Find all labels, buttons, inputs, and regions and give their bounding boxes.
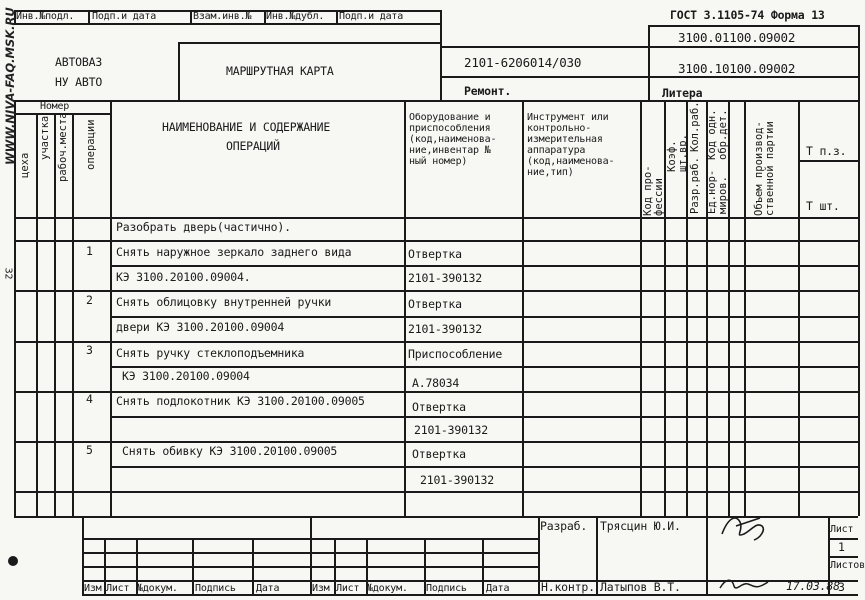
operation-2-line-1: двери КЭ 3100.20100.09004 — [116, 320, 285, 334]
operation-2-equip-0: Отвертка — [408, 297, 462, 311]
top-strip-inv-podl: Инв.№подл. — [16, 11, 75, 22]
list-label: Лист — [830, 524, 854, 535]
part-number: 2101-6206014/030 — [464, 55, 582, 70]
footer-change-list-2: Лист — [336, 583, 360, 594]
operation-5-equip-1: 2101-390132 — [420, 473, 494, 487]
col-ceha: цеха — [19, 152, 31, 178]
col-t-sht: Т шт. — [806, 199, 840, 213]
operation-3-equip-0: Приспособление — [408, 347, 503, 361]
card-title: МАРШРУТНАЯ КАРТА — [226, 64, 334, 78]
col-kod-professii: Код про- фессии — [642, 165, 665, 216]
operation-3-line-0: Снять ручку стеклоподъемника — [116, 346, 305, 360]
top-strip-inv-dubl: Инв.№дубл. — [266, 11, 325, 22]
footer-change-list-1: Лист — [106, 583, 130, 594]
org-line-2: НУ АВТО — [55, 75, 103, 89]
operation-1-line-1: КЭ 3100.20100.09004. — [116, 270, 251, 284]
developed-label: Разраб. — [540, 519, 588, 533]
col-equipment: Оборудование и приспособления (код,наименова- ние,инвентар № ный номер) — [409, 112, 497, 167]
standard-form: ГОСТ 3.1105-74 Форма 13 — [670, 8, 825, 22]
footer-change-dokum-1: №докум. — [137, 583, 178, 594]
operation-0-line-0: Разобрать дверь(частично). — [116, 220, 291, 234]
operation-1-line-0: Снять наружное зеркало заднего вида — [116, 245, 352, 259]
page-side-number: 32 — [2, 267, 14, 280]
control-name: Латыпов В.Т. — [600, 580, 681, 594]
control-label: Н.контр. — [541, 580, 595, 594]
operation-1-equip-1: 2101-390132 — [408, 271, 482, 285]
footer-change-dokum-2: №докум. — [367, 583, 408, 594]
operation-4-equip-0: Отвертка — [412, 400, 466, 414]
developer-signature-icon — [716, 508, 776, 548]
col-kol-rab: Кол.раб. — [689, 101, 701, 152]
list-value: 1 — [838, 540, 845, 554]
col-instrument: Инструмент или контрольно- измерительная аппаратура (код,наименова- ние,тип) — [527, 112, 615, 178]
col-ed-norm: Ед.нор- миров. — [706, 169, 729, 214]
doc-code-second: 3100.10100.09002 — [678, 61, 796, 76]
col-kod-odn: Код одн. обр.дет. — [706, 109, 729, 160]
operation-4-number: 4 — [86, 392, 93, 406]
operation-5-line-0: Снять обивку КЭ 3100.20100.09005 — [122, 444, 338, 458]
top-strip-vzam-inv: Взам.инв.№ — [193, 11, 252, 22]
round-stamp-icon — [8, 556, 18, 566]
col-name-line-2: ОПЕРАЦИЙ — [226, 139, 280, 153]
operation-1-number: 1 — [86, 244, 93, 258]
operation-4-equip-1: 2101-390132 — [414, 423, 488, 437]
col-koef: Коэф. шт.вр. — [666, 134, 689, 172]
operation-2-line-0: Снять облицовку внутренней ручки — [116, 295, 332, 309]
org-line-1: АВТОВАЗ — [55, 55, 103, 69]
col-operacii: операции — [85, 119, 97, 170]
col-obem: Объем производ- ственной партии — [753, 121, 776, 216]
operation-3-line-1: КЭ 3100.20100.09004 — [122, 369, 250, 383]
col-t-pz: Т п.з. — [806, 144, 847, 158]
footer-change-podpis-1: Подпись — [195, 583, 236, 594]
developed-name: Трясцин Ю.И. — [600, 519, 681, 533]
operation-5-equip-0: Отвертка — [412, 447, 466, 461]
col-uchastka: участка — [39, 115, 51, 160]
footer-change-data-2: Дата — [486, 583, 510, 594]
footer-change-izm-2: Изм — [312, 583, 330, 594]
litera-label: Литера — [662, 86, 703, 100]
operation-2-number: 2 — [86, 293, 93, 307]
repair-label: Ремонт. — [464, 84, 512, 98]
footer-change-podpis-2: Подпись — [426, 583, 467, 594]
col-razr-rab: Разр.раб. — [689, 157, 701, 214]
number-group-label: Номер — [40, 101, 70, 112]
control-signature-icon — [716, 574, 776, 596]
operation-3-number: 3 — [86, 343, 93, 357]
lists-value: 3 — [838, 580, 845, 594]
lists-label: Листов — [830, 560, 865, 571]
control-date: 17.03.88 — [786, 579, 840, 593]
footer-change-izm-1: Изм — [84, 583, 102, 594]
operation-4-line-0: Снять подлокотник КЭ 3100.20100.09005 — [116, 394, 365, 408]
operation-2-equip-1: 2101-390132 — [408, 322, 482, 336]
operation-5-number: 5 — [86, 443, 93, 457]
top-strip-podp-data-2: Подп.и дата — [339, 11, 404, 22]
operation-1-equip-0: Отвертка — [408, 247, 462, 261]
operation-3-equip-1: А.78034 — [412, 376, 460, 390]
footer-change-data-1: Дата — [256, 583, 280, 594]
top-strip-podp-data-1: Подп.и дата — [92, 11, 157, 22]
col-rabochego-mesta: рабоч.места — [57, 112, 69, 182]
doc-code-top: 3100.01100.09002 — [678, 30, 796, 45]
col-name-line-1: НАИМЕНОВАНИЕ И СОДЕРЖАНИЕ — [162, 120, 331, 134]
site-watermark: WWW.NIVA-FAQ.MSK.RU — [3, 7, 17, 165]
